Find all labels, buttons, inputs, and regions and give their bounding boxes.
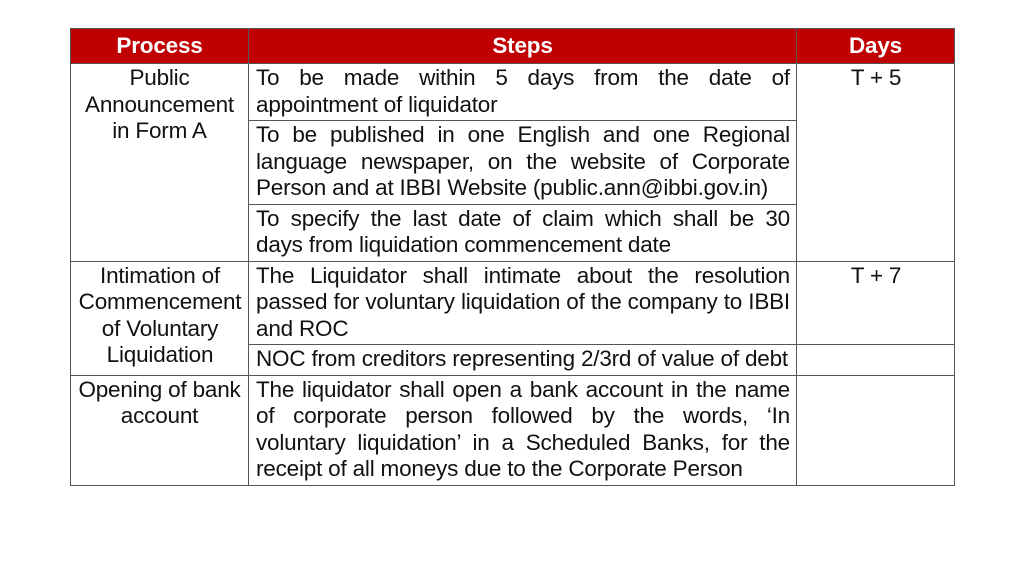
header-days: Days [797, 29, 955, 64]
liquidation-process-table [70, 28, 955, 486]
step-cell: The liquidator shall open a bank account in the name of corporate person followed by the words, ‘In voluntary liquidation’ in a Scheduled Banks, for the receipt of all moneys due to the Corporate Person [249, 375, 797, 485]
step-cell: NOC from creditors representing 2/3rd of value of debt [249, 345, 797, 376]
table-row [71, 64, 955, 121]
days-cell-bank-account [797, 375, 955, 485]
step-cell: The Liquidator shall intimate about the resolution passed for voluntary liquidation of the company to IBBI and ROC [249, 261, 797, 345]
table-row [71, 375, 955, 485]
table-header-row [71, 29, 955, 64]
step-cell: To specify the last date of claim which shall be 30 days from liquidation commencement date [249, 204, 797, 261]
header-process: Process [71, 29, 249, 64]
step-cell: To be published in one English and one Regional language newspaper, on the website of Corporate Person and at IBBI Website (public.ann@ibbi.gov.in) [249, 121, 797, 205]
days-cell-noc [797, 345, 955, 376]
step-cell: To be made within 5 days from the date of appointment of liquidator [249, 64, 797, 121]
table-row [71, 261, 955, 345]
days-cell-public-announcement: T + 5 [797, 64, 955, 262]
process-cell-intimation: Intimation of Commencement of Voluntary Liquidation [71, 261, 249, 375]
process-cell-bank-account: Opening of bank account [71, 375, 249, 485]
days-cell-intimation: T + 7 [797, 261, 955, 345]
header-steps: Steps [249, 29, 797, 64]
process-cell-public-announcement: Public Announcement in Form A [71, 64, 249, 262]
